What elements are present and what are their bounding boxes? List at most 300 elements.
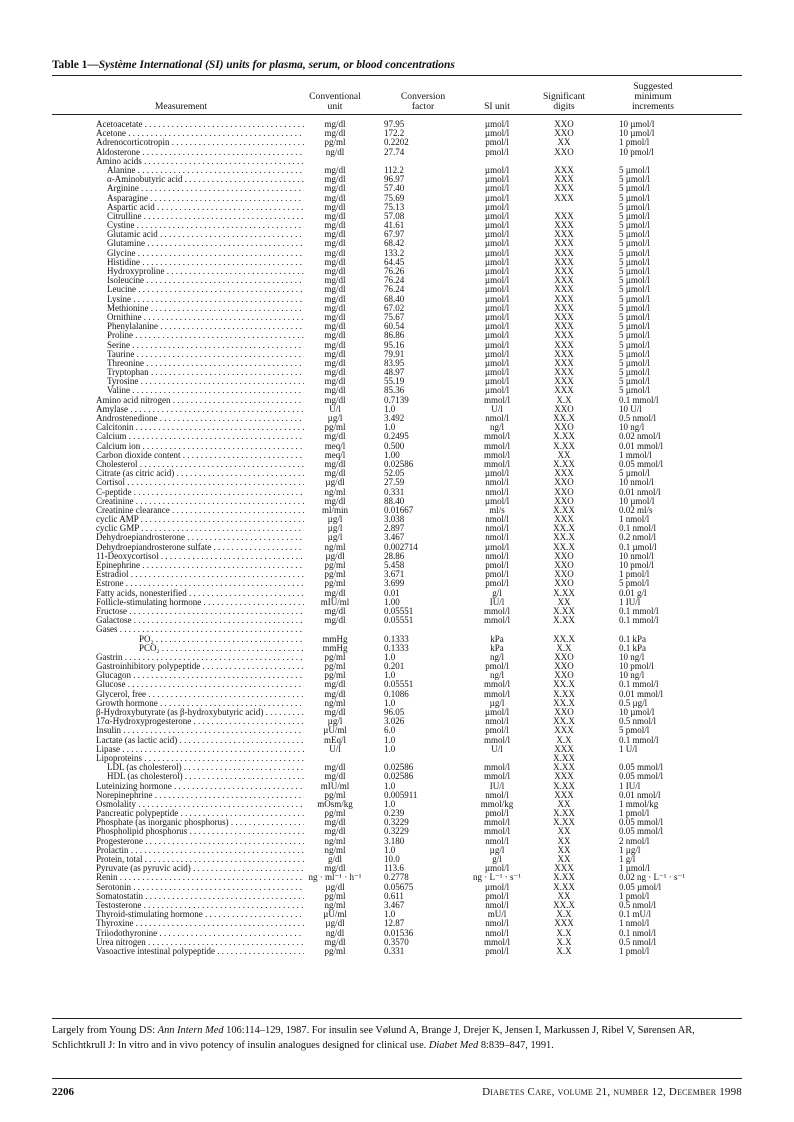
- cell-factor: 0.02586: [384, 458, 414, 469]
- cell-minimum-increment: 0.05 mmol/l: [619, 817, 664, 828]
- cell-si-unit: µmol/l: [484, 256, 510, 267]
- cell-unit: mg/dl: [324, 817, 346, 828]
- cell-factor: 0.05675: [384, 881, 414, 892]
- cell-significant-digits: XX: [557, 854, 571, 864]
- cell-minimum-increment: 0.5 µg/l: [619, 697, 648, 708]
- table-row: [52, 947, 742, 956]
- cell-unit: µg/l: [327, 523, 343, 534]
- cell-factor: 97.95: [384, 119, 405, 129]
- cell-factor: 67.02: [384, 302, 405, 313]
- cell-significant-digits: X.XX: [553, 458, 575, 469]
- cell-minimum-increment: 0.01 mmol/l: [619, 440, 664, 451]
- cell-unit: mg/dl: [324, 192, 346, 203]
- cell-si-unit: µmol/l: [484, 385, 510, 396]
- cell-measurement: Pyruvate (as pyruvic acid) . . .: [96, 864, 304, 873]
- cell-unit: g/dl: [327, 854, 342, 864]
- cell-si-unit: µmol/l: [484, 348, 510, 359]
- cell-factor: 10.0: [384, 854, 400, 864]
- cell-unit: mg/dl: [324, 587, 346, 598]
- cell-factor: 172.2: [384, 128, 405, 139]
- cell-si-unit: µmol/l: [484, 881, 510, 892]
- cell-factor: 0.500: [384, 440, 405, 451]
- cell-significant-digits: X.X: [556, 945, 572, 956]
- cell-unit: mg/dl: [324, 330, 346, 341]
- cell-factor: 3.038: [384, 514, 405, 525]
- cell-unit: mg/dl: [324, 357, 346, 368]
- cell-unit: ng/dl: [325, 927, 345, 938]
- cell-minimum-increment: 0.01 nmol/l: [619, 789, 661, 800]
- cell-measurement: Amino acids . . .: [96, 157, 304, 166]
- cell-minimum-increment: 5 µmol/l: [619, 210, 650, 221]
- cell-unit: mg/dl: [324, 605, 346, 616]
- cell-minimum-increment: 5 µmol/l: [619, 321, 650, 332]
- cell-measurement: Fructose . . .: [96, 607, 304, 616]
- cell-significant-digits: X.XX: [553, 615, 575, 626]
- cell-measurement: Cystine . . .: [107, 221, 304, 230]
- cell-factor: 68.42: [384, 238, 405, 249]
- cell-measurement: Lipase . . .: [96, 745, 304, 754]
- cell-si-unit: pmol/l: [485, 146, 509, 157]
- cell-minimum-increment: 0.1 mmol/l: [619, 734, 659, 745]
- cell-factor: 1.0: [384, 798, 396, 809]
- cell-si-unit: U/l: [491, 743, 503, 754]
- cell-factor: 0.2495: [384, 431, 409, 442]
- cell-significant-digits: X.XX: [553, 504, 575, 515]
- cell-significant-digits: XXO: [554, 128, 574, 139]
- cell-si-unit: mmol/l: [483, 679, 510, 690]
- cell-factor: 76.24: [384, 275, 405, 286]
- cell-unit: µg/l: [327, 413, 343, 423]
- cell-minimum-increment: 0.01 mmol/l: [619, 688, 664, 699]
- cell-unit: mg/dl: [324, 275, 346, 286]
- cell-si-unit: pmol/l: [485, 569, 509, 580]
- cell-factor: 0.01536: [384, 927, 414, 938]
- cell-significant-digits: X.XX: [553, 817, 575, 828]
- cell-factor: 60.54: [384, 321, 405, 332]
- cell-unit: ng/ml: [324, 486, 346, 497]
- cell-unit: mg/dl: [324, 302, 346, 313]
- cell-unit: ng/ml: [324, 697, 346, 708]
- cell-minimum-increment: 5 µmol/l: [619, 468, 650, 479]
- cell-measurement: Glycerol, free . . .: [96, 690, 304, 699]
- cell-factor: 1.00: [384, 596, 400, 607]
- cell-significant-digits: XXO: [554, 477, 574, 488]
- cell-minimum-increment: 1 pmol/l: [619, 808, 650, 819]
- cell-si-unit: µg/l: [489, 844, 505, 855]
- cell-unit: µg/l: [327, 532, 343, 543]
- cell-si-unit: µmol/l: [484, 541, 510, 552]
- cell-si-unit: nmol/l: [485, 918, 509, 929]
- cell-measurement: Cholesterol . . .: [96, 460, 304, 469]
- table-title: [52, 59, 742, 71]
- cell-unit: pg/ml: [324, 789, 346, 800]
- cell-unit: mg/dl: [324, 376, 346, 387]
- cell-significant-digits: XX: [557, 890, 571, 901]
- cell-significant-digits: XXX: [554, 238, 574, 249]
- cell-measurement: Estrone . . .: [96, 579, 304, 588]
- cell-minimum-increment: 1 pmol/l: [619, 569, 650, 580]
- cell-unit: ng/ml: [324, 844, 346, 855]
- cell-si-unit: µmol/l: [484, 302, 510, 313]
- cell-significant-digits: X.X: [556, 927, 572, 938]
- cell-factor: 113.6: [384, 863, 404, 874]
- cell-minimum-increment: 0.1 nmol/l: [619, 523, 657, 534]
- cell-minimum-increment: 10 pmol/l: [619, 560, 654, 570]
- cell-factor: 2.897: [384, 523, 405, 534]
- cell-minimum-increment: 5 µmol/l: [619, 330, 650, 341]
- cell-unit: mg/dl: [324, 128, 346, 139]
- cell-minimum-increment: 5 µmol/l: [619, 311, 650, 322]
- cell-factor: 1.0: [384, 734, 396, 745]
- cell-si-unit: mmol/l: [483, 615, 510, 626]
- cell-factor: 27.59: [384, 477, 405, 488]
- cell-minimum-increment: 5 µmol/l: [619, 174, 650, 185]
- cell-unit: ng/ml: [324, 835, 346, 846]
- cell-measurement: Lactate (as lactic acid) . . .: [96, 736, 304, 745]
- cell-si-unit: pmol/l: [485, 890, 509, 901]
- table-row: [52, 148, 742, 157]
- cell-si-unit: nmol/l: [485, 927, 509, 938]
- cell-minimum-increment: 0.1 nmol/l: [619, 927, 657, 938]
- cell-unit: µg/dl: [325, 550, 345, 561]
- cell-significant-digits: XXX: [554, 348, 574, 359]
- cell-si-unit: µmol/l: [484, 707, 510, 717]
- cell-minimum-increment: 10 pmol/l: [619, 146, 654, 157]
- cell-minimum-increment: 5 µmol/l: [619, 302, 650, 313]
- cell-minimum-increment: 5 µmol/l: [619, 266, 650, 276]
- cell-significant-digits: XXO: [554, 146, 574, 157]
- cell-si-unit: µmol/l: [484, 357, 510, 368]
- cell-factor: 52.05: [384, 468, 405, 479]
- cell-factor: 3.699: [384, 578, 405, 589]
- cell-factor: 0.05551: [384, 605, 414, 616]
- cell-minimum-increment: 5 pmol/l: [619, 725, 650, 736]
- cell-unit: µg/l: [327, 514, 343, 525]
- cell-si-unit: mmol/l: [483, 734, 510, 745]
- cell-significant-digits: XXO: [554, 578, 574, 589]
- cell-minimum-increment: 10 µmol/l: [619, 128, 655, 139]
- cell-measurement: Carbon dioxide content . . .: [96, 451, 304, 460]
- cell-significant-digits: XXX: [554, 164, 574, 175]
- cell-unit: µg/dl: [325, 918, 345, 929]
- cell-factor: 1.0: [384, 651, 396, 662]
- cell-significant-digits: XX: [557, 835, 571, 846]
- cell-minimum-increment: 0.05 mmol/l: [619, 762, 664, 773]
- cell-unit: mmHg: [322, 633, 348, 644]
- cell-si-unit: IU/l: [489, 780, 505, 791]
- cell-si-unit: mmol/l: [483, 605, 510, 616]
- cell-si-unit: mmol/l: [483, 431, 510, 442]
- cell-si-unit: mmol/l: [483, 817, 510, 828]
- cell-measurement: Thyroxine . . .: [96, 919, 304, 928]
- cell-unit: mg/dl: [324, 367, 346, 378]
- cell-significant-digits: XXX: [554, 284, 574, 295]
- cell-unit: mg/dl: [324, 238, 346, 249]
- cell-measurement: Amylase . . .: [96, 405, 304, 414]
- cell-si-unit: µmol/l: [484, 293, 510, 304]
- cell-si-unit: pmol/l: [485, 661, 509, 672]
- table-row: [52, 745, 742, 754]
- cell-measurement: Serotonin . . .: [96, 883, 304, 892]
- cell-unit: mg/dl: [324, 385, 346, 396]
- cell-unit: mg/dl: [324, 210, 346, 221]
- cell-unit: pg/ml: [324, 560, 346, 570]
- cell-factor: 1.0: [384, 909, 396, 920]
- cell-minimum-increment: 0.05 mmol/l: [619, 826, 664, 837]
- cell-significant-digits: XXX: [554, 771, 574, 782]
- cell-factor: 3.467: [384, 532, 405, 543]
- cell-significant-digits: X.XX: [553, 808, 575, 819]
- cell-measurement: Acetoacetate . . .: [96, 120, 304, 129]
- cell-si-unit: mmol/l: [483, 762, 510, 773]
- cell-minimum-increment: 5 µmol/l: [619, 339, 650, 350]
- cell-si-unit: mmol/l: [483, 826, 510, 837]
- cell-significant-digits: XXX: [554, 220, 574, 231]
- cell-measurement: Thyroid-stimulating hormone . . .: [96, 910, 304, 919]
- cell-factor: 0.005911: [384, 789, 418, 800]
- cell-measurement: Growth hormone . . .: [96, 699, 304, 708]
- cell-minimum-increment: 5 µmol/l: [619, 164, 650, 175]
- cell-measurement: Lysine . . .: [107, 295, 304, 304]
- cell-unit: mg/dl: [324, 458, 346, 469]
- cell-factor: 1.0: [384, 780, 396, 791]
- cell-minimum-increment: 0.1 kPa: [619, 642, 646, 653]
- cell-unit: µg/l: [327, 716, 343, 727]
- cell-si-unit: nmol/l: [485, 532, 509, 543]
- cell-measurement: Tryptophan . . .: [107, 368, 304, 377]
- cell-measurement: Creatinine clearance . . .: [96, 506, 304, 515]
- cell-significant-digits: XXX: [554, 321, 574, 332]
- cell-factor: 6.0: [384, 725, 396, 736]
- cell-significant-digits: XX: [557, 798, 571, 809]
- cell-minimum-increment: 5 pmol/l: [619, 578, 650, 589]
- cell-factor: 3.671: [384, 569, 405, 580]
- cell-significant-digits: X.X: [556, 642, 572, 653]
- cell-si-unit: mmol/l: [483, 440, 510, 451]
- cell-factor: 1.0: [384, 670, 396, 681]
- cell-minimum-increment: 10 U/l: [619, 403, 642, 414]
- cell-minimum-increment: 5 µmol/l: [619, 183, 650, 194]
- cell-measurement: Phosphate (as inorganic phosphorus) . . .: [96, 818, 304, 827]
- cell-measurement: β-Hydroxybutyrate (as β-hydroxybutyric acid) . . .: [96, 708, 304, 717]
- cell-minimum-increment: 10 ng/l: [619, 422, 645, 433]
- cell-si-unit: nmol/l: [485, 899, 509, 910]
- cell-factor: 0.611: [384, 890, 404, 901]
- cell-unit: pg/ml: [324, 670, 346, 681]
- cell-significant-digits: XXO: [554, 495, 574, 506]
- cell-factor: 1.0: [384, 422, 396, 433]
- cell-si-unit: µmol/l: [484, 321, 510, 332]
- cell-si-unit: nmol/l: [485, 514, 509, 525]
- cell-measurement: Fatty acids, nonesterified . . .: [96, 589, 304, 598]
- cell-minimum-increment: 0.02 nmol/l: [619, 431, 661, 442]
- cell-unit: mg/dl: [324, 174, 346, 185]
- cell-minimum-increment: 0.01 g/l: [619, 587, 647, 598]
- cell-factor: 67.97: [384, 229, 405, 240]
- cell-si-unit: mU/l: [487, 909, 507, 920]
- cell-si-unit: mmol/l: [483, 688, 510, 699]
- cell-unit: U/l: [329, 743, 341, 754]
- cell-minimum-increment: 1 nmol/l: [619, 514, 650, 525]
- cell-minimum-increment: 0.05 mmol/l: [619, 771, 664, 782]
- cell-factor: 0.3570: [384, 936, 409, 947]
- cell-unit: mg/dl: [324, 164, 346, 175]
- cell-measurement: Calcium ion . . .: [96, 442, 304, 451]
- cell-unit: mg/dl: [324, 863, 346, 874]
- cell-minimum-increment: 5 µmol/l: [619, 201, 650, 212]
- cell-si-unit: g/l: [492, 854, 502, 864]
- cell-factor: 76.26: [384, 266, 405, 276]
- cell-factor: 0.01: [384, 587, 400, 598]
- cell-measurement: Androstenedione . . .: [96, 414, 304, 423]
- footnote-journal-1: Ann Intern Med: [157, 1025, 224, 1036]
- cell-measurement: PCO₂ . . .: [139, 644, 304, 653]
- cell-si-unit: mmol/l: [483, 771, 510, 782]
- cell-unit: mg/dl: [324, 183, 346, 194]
- cell-factor: 76.24: [384, 284, 405, 295]
- header-unit-line2: unit: [327, 101, 343, 112]
- footnote-text-2: 106:114–129, 1987. For insulin see Vølund A, Brange J, Drejer K, Jensen I, Markussen J, Ribel V, Sørensen AR, Schlichtkrull J: In vitro and in vivo potency of insulin analogues designed for clinical use.: [52, 1025, 695, 1051]
- cell-measurement: Insulin . . .: [96, 726, 304, 735]
- cell-significant-digits: XXX: [554, 275, 574, 286]
- cell-factor: 96.97: [384, 174, 405, 185]
- cell-minimum-increment: 10 µmol/l: [619, 495, 655, 506]
- cell-measurement: cyclic GMP . . .: [96, 524, 304, 533]
- cell-measurement: 11-Deoxycortisol . . .: [96, 552, 304, 561]
- cell-measurement: Progesterone . . .: [96, 837, 304, 846]
- cell-factor: 57.40: [384, 183, 405, 194]
- cell-minimum-increment: 5 µmol/l: [619, 376, 650, 387]
- cell-significant-digits: XXO: [554, 560, 574, 570]
- cell-unit: mIU/ml: [320, 780, 350, 791]
- cell-si-unit: µmol/l: [484, 183, 510, 194]
- cell-factor: 0.02586: [384, 762, 414, 773]
- header-factor-line2: factor: [411, 101, 435, 112]
- cell-measurement: Follicle-stimulating hormone . . .: [96, 598, 304, 607]
- cell-measurement: Calcium . . .: [96, 432, 304, 441]
- cell-measurement: Leucine . . .: [107, 285, 304, 294]
- cell-measurement: Valine . . .: [107, 386, 304, 395]
- cell-factor: 88.40: [384, 495, 405, 506]
- cell-unit: µg/dl: [325, 477, 345, 488]
- cell-unit: mg/dl: [324, 321, 346, 332]
- cell-si-unit: µmol/l: [484, 174, 510, 185]
- cell-factor: 41.61: [384, 220, 405, 231]
- cell-factor: 112.2: [384, 164, 404, 175]
- cell-measurement: cyclic AMP . . .: [96, 515, 304, 524]
- cell-si-unit: nmol/l: [485, 716, 509, 727]
- cell-significant-digits: XXX: [554, 376, 574, 387]
- cell-measurement: 17α-Hydroxyprogesterone . . .: [96, 717, 304, 726]
- cell-significant-digits: XX.X: [553, 697, 575, 708]
- header-sig-line1: Significant: [542, 91, 586, 102]
- cell-unit: ng/dl: [325, 146, 345, 157]
- cell-si-unit: pmol/l: [485, 808, 509, 819]
- cell-factor: 3.492: [384, 413, 405, 423]
- cell-factor: 0.201: [384, 661, 405, 672]
- cell-si-unit: nmol/l: [485, 789, 509, 800]
- cell-significant-digits: X.XX: [553, 587, 575, 598]
- cell-factor: 1.0: [384, 844, 396, 855]
- cell-significant-digits: XXO: [554, 550, 574, 561]
- cell-unit: ng/ml: [324, 899, 346, 910]
- cell-measurement: Luteinizing hormone . . .: [96, 782, 304, 791]
- cell-unit: mg/dl: [324, 707, 346, 717]
- header-sig-line2: digits: [553, 101, 575, 112]
- cell-unit: mg/dl: [324, 468, 346, 479]
- cell-factor: 48.97: [384, 367, 405, 378]
- cell-measurement: Glucagon . . .: [96, 671, 304, 680]
- page-footer-rule: [52, 1078, 742, 1079]
- cell-factor: 85.36: [384, 385, 405, 396]
- cell-significant-digits: X.X: [556, 936, 572, 947]
- cell-minimum-increment: 0.5 nmol/l: [619, 413, 657, 423]
- cell-factor: 0.002714: [384, 541, 418, 552]
- header-factor-line1: Conversion: [400, 91, 446, 102]
- cell-factor: 1.0: [384, 743, 396, 754]
- cell-si-unit: µmol/l: [484, 339, 510, 350]
- footnote-text-1: Largely from Young DS:: [52, 1025, 158, 1036]
- cell-measurement: Serine . . .: [107, 341, 304, 350]
- cell-measurement: Phenylalanine . . .: [107, 322, 304, 331]
- cell-si-unit: kPa: [490, 642, 504, 653]
- cell-factor: 27.74: [384, 146, 405, 157]
- cell-significant-digits: XX.X: [553, 679, 575, 690]
- cell-si-unit: µmol/l: [484, 238, 510, 249]
- cell-measurement: Gases . . .: [96, 625, 304, 634]
- cell-minimum-increment: 0.1 µmol/l: [619, 541, 657, 552]
- table-footnote: [52, 1023, 742, 1053]
- cell-si-unit: g/l: [492, 587, 502, 598]
- cell-unit: mg/dl: [324, 762, 346, 773]
- cell-unit: ml/min: [321, 504, 348, 515]
- cell-unit: mg/dl: [324, 247, 346, 258]
- cell-factor: 64.45: [384, 256, 405, 267]
- cell-measurement: Alanine . . .: [107, 166, 304, 175]
- cell-si-unit: µmol/l: [484, 201, 510, 212]
- cell-factor: 0.3229: [384, 826, 409, 837]
- cell-factor: 86.86: [384, 330, 405, 341]
- cell-factor: 1.0: [384, 403, 396, 414]
- cell-minimum-increment: 0.05 µmol/l: [619, 881, 662, 892]
- cell-significant-digits: X.XX: [553, 688, 575, 699]
- cell-measurement: Norepinephrine . . .: [96, 791, 304, 800]
- table-row: [52, 736, 742, 745]
- cell-si-unit: µmol/l: [484, 164, 510, 175]
- cell-unit: mg/dl: [324, 201, 346, 212]
- cell-measurement: Gastroinhibitory polypeptide . . .: [96, 662, 304, 671]
- cell-factor: 68.40: [384, 293, 405, 304]
- header-inc-line2: minimum: [634, 91, 672, 102]
- cell-significant-digits: XXX: [554, 385, 574, 396]
- cell-si-unit: nmol/l: [485, 523, 509, 534]
- cell-minimum-increment: 5 µmol/l: [619, 238, 650, 249]
- cell-measurement: Osmolality . . .: [96, 800, 304, 809]
- cell-unit: pg/ml: [324, 651, 346, 662]
- cell-measurement: Asparagine . . .: [107, 194, 304, 203]
- cell-significant-digits: XXO: [554, 422, 574, 433]
- cell-measurement: Dehydroepiandrosterone sulfate . . .: [96, 543, 304, 552]
- cell-unit: mg/dl: [324, 679, 346, 690]
- cell-significant-digits: X.XX: [553, 431, 575, 442]
- cell-unit: mg/dl: [324, 826, 346, 837]
- cell-significant-digits: XXX: [554, 468, 574, 479]
- cell-factor: 0.239: [384, 808, 405, 819]
- cell-si-unit: µmol/l: [484, 119, 510, 129]
- cell-minimum-increment: 0.02 ml/s: [619, 504, 653, 515]
- cell-unit: ng/ml: [324, 541, 346, 552]
- cell-significant-digits: XX.X: [553, 716, 575, 727]
